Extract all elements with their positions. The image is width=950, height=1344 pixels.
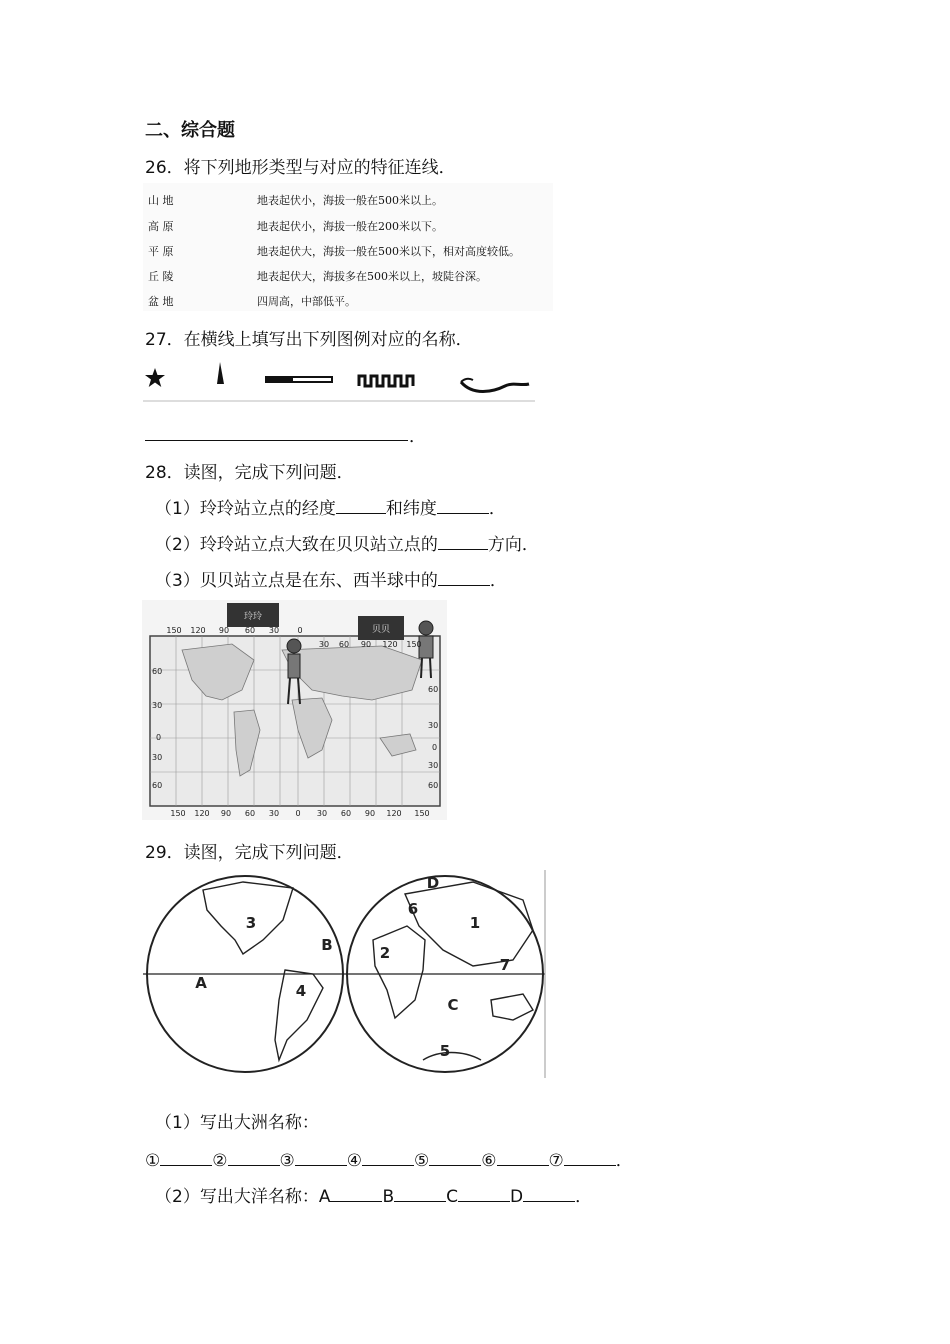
svg-text:30: 30 [428,721,439,730]
railway-icon [265,376,333,383]
svg-text:90: 90 [364,809,376,818]
feature-label: 地表起伏小，海拔一般在200米以下。 [257,220,443,233]
map-label: 4 [295,982,307,1000]
question-27-stem: 27．在横线上填写出下列图例对应的名称． [145,330,473,350]
question-26-stem: 26．将下列地形类型与对应的特征连线． [145,158,456,178]
feature-label: 地表起伏大，海拔一般在500米以下，相对高度较低。 [257,245,520,258]
svg-text:120: 120 [382,640,398,649]
world-grid-map [142,600,447,820]
answer-period: ． [409,427,426,447]
map-label: A [195,974,207,992]
landform-label: 盆 地 [148,295,174,308]
answer-blank[interactable] [429,1164,481,1166]
map-label: 2 [379,944,391,962]
feature-label: 四周高，中部低平。 [257,295,356,308]
svg-text:120: 120 [194,809,210,818]
svg-text:30: 30 [268,809,280,818]
landform-label: 山 地 [148,194,174,207]
bottom-ticks [170,809,429,818]
answer-blank[interactable] [564,1164,616,1166]
svg-text:90: 90 [218,626,230,635]
svg-text:30: 30 [268,626,280,635]
feature-label: 地表起伏大，海拔多在500米以上，坡陡谷深。 [257,270,487,283]
answer-blank[interactable] [437,512,489,514]
star-icon [145,368,165,387]
map-label: 5 [439,1042,451,1060]
landform-label: 丘 陵 [148,270,174,283]
answer-blank[interactable] [160,1164,212,1166]
svg-text:90: 90 [360,640,372,649]
landform-label: 高 原 [148,220,174,233]
svg-text:60: 60 [340,809,352,818]
map-label: D [426,874,440,892]
answer-blank[interactable] [330,1200,382,1202]
svg-text:0: 0 [295,809,301,818]
answer-blank[interactable] [362,1164,414,1166]
svg-text:60: 60 [152,781,163,790]
question-28-sub1: （1）玲玲站立点的经度 和纬度 ． [155,499,506,519]
sign-right-text: 贝贝 [371,625,391,635]
answer-blank[interactable] [438,548,488,550]
svg-text:120: 120 [190,626,206,635]
map-label: 1 [469,914,481,932]
map-label: 6 [407,900,419,918]
svg-text:90: 90 [220,809,232,818]
svg-text:60: 60 [428,781,439,790]
feature-label: 地表起伏小，海拔一般在500米以上。 [257,194,443,207]
question-28-stem: 28．读图，完成下列问题． [145,463,354,483]
question-29-stem: 29．读图，完成下列问题． [145,843,354,863]
answer-blank[interactable] [228,1164,280,1166]
sign-left-text: 玲玲 [243,612,263,622]
question-28-sub2: （2）玲玲站立点大致在贝贝站立点的 方向． [155,535,539,555]
peak-icon [217,362,224,384]
svg-text:60: 60 [152,667,163,676]
great-wall-icon [359,376,413,386]
map-label: 3 [245,914,257,932]
svg-text:30: 30 [152,701,163,710]
svg-text:30: 30 [318,640,330,649]
svg-text:60: 60 [244,626,256,635]
answer-blank[interactable] [458,1200,510,1202]
svg-text:150: 150 [406,640,422,649]
section-title: 二、综合题 [145,120,235,141]
question-29-sub1: （1）写出大洲名称： [155,1113,319,1133]
svg-text:30: 30 [316,809,328,818]
answer-line[interactable] [145,440,408,441]
svg-text:0: 0 [156,733,162,742]
svg-text:150: 150 [166,626,182,635]
svg-text:60: 60 [338,640,350,649]
svg-text:120: 120 [386,809,402,818]
answer-blank[interactable] [336,512,386,514]
answer-blank[interactable] [295,1164,347,1166]
svg-text:60: 60 [244,809,256,818]
river-icon [461,379,529,392]
svg-text:150: 150 [414,809,430,818]
map-label: B [321,936,333,954]
landform-table-image [143,183,553,311]
svg-text:0: 0 [432,743,438,752]
answer-blank[interactable] [438,584,490,586]
answer-blank[interactable] [523,1200,575,1202]
svg-text:30: 30 [428,761,439,770]
continent-answers: ① ② ③ ④ ⑤ ⑥ ⑦ ． [145,1151,633,1171]
answer-blank[interactable] [497,1164,549,1166]
question-28-sub3: （3）贝贝站立点是在东、西半球中的 ． [155,571,507,591]
question-29-sub2: （2）写出大洋名称：A B C D ． [155,1187,593,1207]
svg-text:0: 0 [297,626,303,635]
svg-text:60: 60 [428,685,439,694]
legend-symbols-image [143,356,535,402]
map-label: C [447,996,459,1014]
svg-text:150: 150 [170,809,186,818]
landform-label: 平 原 [148,245,174,258]
answer-blank[interactable] [394,1200,446,1202]
hemispheres-map [143,870,548,1080]
svg-text:30: 30 [152,753,163,762]
map-label: 7 [499,956,511,974]
